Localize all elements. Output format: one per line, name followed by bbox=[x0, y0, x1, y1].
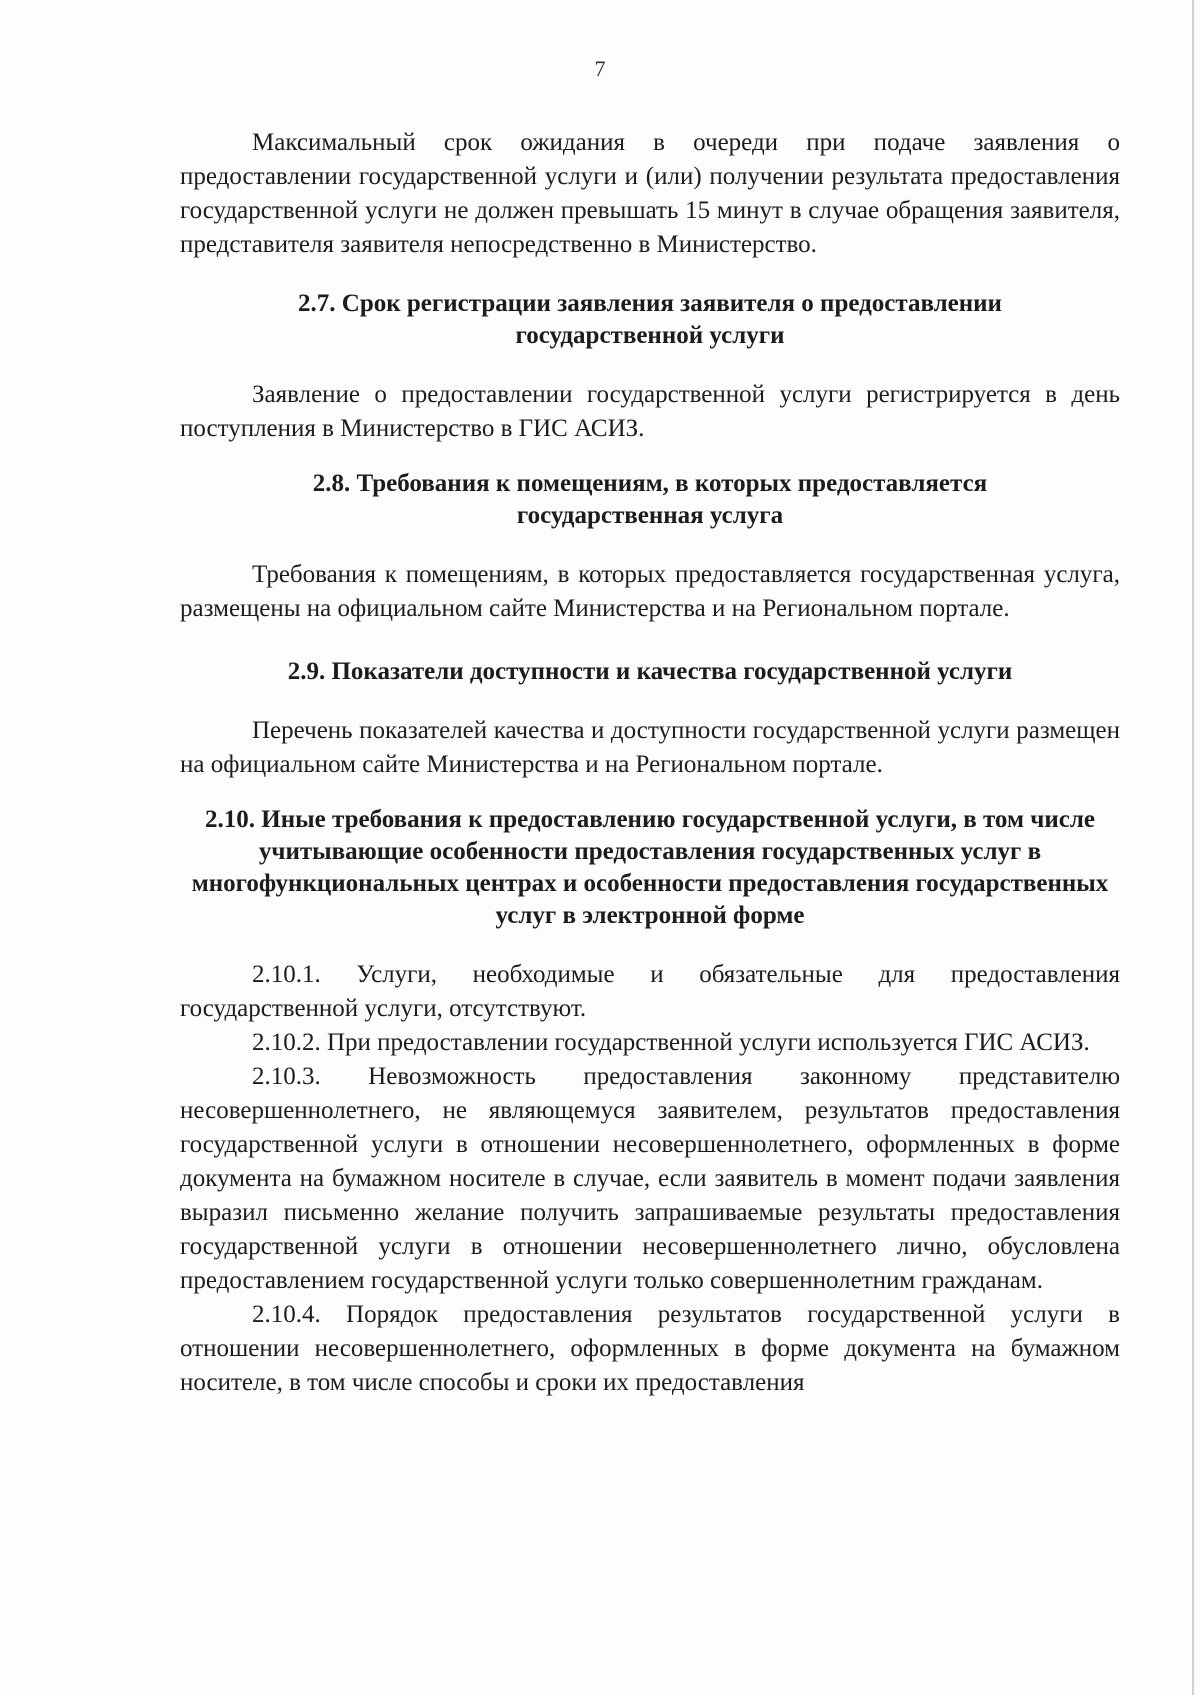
paragraph-2-10-4: 2.10.4. Порядок предоставления результатов государственной услуги в отношении несовершеннолетнего, оформленных в форме документа на бумажном носителе, в том числе способы и сроки их предоставления bbox=[180, 1301, 1120, 1396]
paragraph-2-9: Перечень показателей качества и доступности государственной услуги размещен на официальном сайте Министерства и на Региональном портале. bbox=[180, 717, 1120, 778]
paragraph-max-wait-time: Максимальный срок ожидания в очереди при подаче заявления о предоставлении государственной услуги и (или) получении результата предоставления государственной услуги не должен превышать 15 минут в случае обращения заявителя, представителя заявителя непосредственно в Министерство. bbox=[180, 129, 1120, 258]
heading-2-10: 2.10. Иные требования к предоставлению государственной услуги, в том числе учитывающие особенности предоставления государственных услуг в многофункциональных центрах и особенности предоставления государственных услуг в электронной форме bbox=[191, 806, 1109, 929]
paragraph-2-8: Требования к помещениям, в которых предоставляется государственная услуга, размещены на официальном сайте Министерства и на Региональном портале. bbox=[180, 561, 1120, 622]
scan-edge-line bbox=[1192, 0, 1194, 1695]
paragraph-2-10-1: 2.10.1. Услуги, необходимые и обязательные для предоставления государственной услуги, отсутствуют. bbox=[180, 961, 1120, 1022]
heading-2-8: 2.8. Требования к помещениям, в которых предоставляется государственная услуга bbox=[312, 470, 988, 529]
page-number: 7 bbox=[594, 56, 606, 81]
document-body bbox=[180, 126, 1120, 1400]
heading-2-9: 2.9. Показатели доступности и качества государственной услуги bbox=[287, 658, 1013, 685]
paragraph-2-10-2: 2.10.2. При предоставлении государственной услуги используется ГИС АСИЗ. bbox=[252, 1029, 1090, 1056]
heading-2-7: 2.7. Срок регистрации заявления заявителя о предоставлении государственной услуги bbox=[298, 290, 1002, 349]
paragraph-2-10-3: 2.10.3. Невозможность предоставления законному представителю несовершеннолетнего, не являющемуся заявителем, результатов предоставления государственной услуги в отношении несовершеннолетнего, оформленных в форме документа на бумажном носителе в случае, если заявитель в момент подачи заявления выразил письменно желание получить запрашиваемые результаты предоставления государственной услуги в отношении несовершеннолетнего лично, обусловлена предоставлением государственной услуги только совершеннолетним гражданам. bbox=[180, 1063, 1120, 1294]
paragraph-2-7: Заявление о предоставлении государственной услуги регистрируется в день поступления в Министерство в ГИС АСИЗ. bbox=[180, 381, 1120, 442]
